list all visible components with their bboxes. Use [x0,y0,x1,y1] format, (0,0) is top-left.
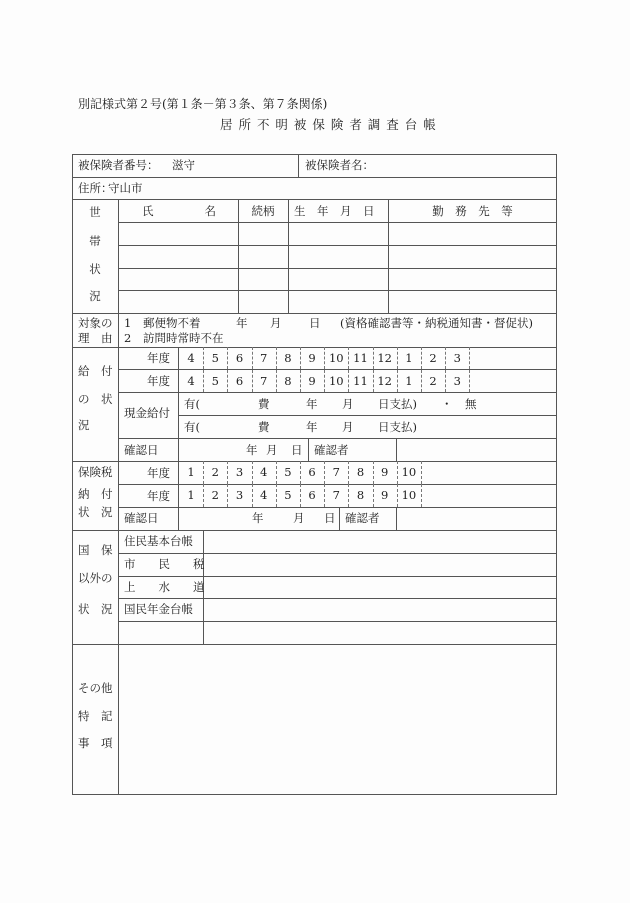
insured-number-label: 被保険者番号： [78,158,159,172]
benefits-month-1-1[interactable]: 1 [405,351,413,365]
tax-period-1-9[interactable]: 9 [381,465,389,479]
benefits-year-label-2: 年度 [147,374,170,388]
tax-confirm-month: 月 [293,511,305,525]
reason-1-day: 日 [309,316,321,330]
cash-1-fee: 費 [258,397,270,411]
form-reference: 別記様式第２号(第１条－第３条、第７条関係) [78,97,328,111]
benefits-month-1-12[interactable]: 12 [377,351,392,365]
other-field-water[interactable] [204,577,556,598]
other-field-extra[interactable] [204,622,556,644]
reason-1-number: 1 [124,316,132,330]
benefits-month-2-9[interactable]: 9 [308,374,316,388]
other-status-label-2: 以外の [78,571,113,585]
reason-label-1: 対象の [78,316,113,330]
dashed-divider [421,461,422,484]
dashed-divider [469,347,470,369]
tax-confirmer-label: 確認者 [345,511,380,525]
reason-label-2: 理 由 [78,331,113,345]
benefits-month-1-10[interactable]: 10 [328,351,344,365]
benefits-month-2-3[interactable]: 3 [453,374,461,388]
tax-label-2: 納 付 [78,487,113,501]
tax-year-label-2: 年度 [147,489,170,503]
tax-period-1-2[interactable]: 2 [211,465,219,479]
reason-1-text[interactable]: 郵便物不着 [143,316,201,330]
benefits-month-2-1[interactable]: 1 [405,374,413,388]
benefits-month-1-4[interactable]: 4 [187,351,195,365]
cash-1-day-paid: 日支払) [378,397,417,411]
tax-period-2-6[interactable]: 6 [308,488,316,502]
benefits-confirm-day: 日 [291,443,303,457]
household-row-4[interactable] [119,291,556,313]
tax-period-2-10[interactable]: 10 [401,488,417,502]
cash-1-separator: ・ [441,397,453,411]
benefits-month-1-8[interactable]: 8 [284,351,292,365]
tax-period-2-5[interactable]: 5 [284,488,292,502]
tax-confirm-date-label: 確認日 [124,511,159,525]
cash-benefit-label: 現金給付 [124,406,170,420]
remarks-label-2: 特 記 [78,709,113,723]
tax-confirm-day: 日 [324,511,336,525]
benefits-month-2-6[interactable]: 6 [235,374,244,388]
tax-period-1-5[interactable]: 5 [284,465,292,479]
cash-2-month: 月 [342,420,354,434]
tax-period-1-6[interactable]: 6 [308,465,316,479]
benefits-month-1-5[interactable]: 5 [211,351,219,365]
cash-2-fee: 費 [258,420,270,434]
address-label: 住所： [78,181,113,195]
household-label-1: 世 [89,205,101,219]
cash-1-none[interactable]: 無 [465,397,477,411]
reason-1-note: (資格確認書等・納税通知書・督促状) [340,316,533,330]
other-row-national-pension: 国民年金台帳 [124,602,193,616]
tax-year-label-1: 年度 [147,466,170,480]
tax-period-2-7[interactable]: 7 [332,488,340,502]
household-row-3[interactable] [119,269,556,290]
benefits-confirm-date-label: 確認日 [124,443,159,457]
page-title: 居 所 不 明 被 保 険 者 調 査 台 帳 [220,117,437,132]
benefits-confirmer-field[interactable] [397,439,556,460]
tax-period-2-9[interactable]: 9 [381,488,389,502]
tax-confirmer-field[interactable] [397,508,556,529]
dashed-divider [469,370,470,392]
household-label-3: 状 [89,262,101,276]
benefits-month-2-10[interactable]: 10 [328,374,344,388]
dashed-divider [421,484,422,507]
tax-period-1-8[interactable]: 8 [356,465,365,479]
tax-period-2-4[interactable]: 4 [260,488,268,502]
benefits-month-1-11[interactable]: 11 [353,351,368,365]
cash-2-yes[interactable]: 有( [184,420,200,434]
tax-confirm-year: 年 [252,511,264,525]
tax-period-2-1[interactable]: 1 [187,488,195,502]
reason-2-text[interactable]: 訪問時常時不在 [143,331,224,345]
reason-1-year: 年 [236,316,248,330]
cash-1-month: 月 [342,397,354,411]
benefits-month-1-7[interactable]: 7 [260,351,268,365]
col-relation: 続柄 [251,204,275,218]
household-label-4: 況 [89,289,101,303]
remarks-field[interactable] [119,645,556,794]
reason-2-number: 2 [124,331,132,345]
tax-period-1-10[interactable]: 10 [401,465,417,479]
benefits-confirm-year: 年 [246,443,258,457]
other-status-label-3: 状 況 [78,602,113,616]
tax-label-3: 状 況 [78,505,113,519]
remarks-label-1: その他 [78,681,113,695]
cash-2-year: 年 [306,420,318,434]
tax-period-2-3[interactable]: 3 [235,488,244,502]
other-field-city-tax[interactable] [204,554,556,576]
other-field-resident-registry[interactable] [204,531,556,553]
tax-period-1-3[interactable]: 3 [235,465,244,479]
insured-number-value[interactable]: 滋守 [172,158,195,172]
benefits-month-2-5[interactable]: 5 [211,374,219,388]
benefits-confirm-month: 月 [266,443,278,457]
other-row-city-tax: 市 民 税 [124,557,205,571]
remarks-label-3: 事 項 [78,736,113,750]
benefits-month-1-2[interactable]: 2 [429,351,437,365]
benefits-month-1-9[interactable]: 9 [308,351,316,365]
cash-2-day-paid: 日支払) [378,420,417,434]
household-row-1[interactable] [119,223,556,245]
cash-1-year: 年 [306,397,318,411]
other-status-label-1: 国 保 [78,543,113,557]
col-name: 氏 名 [142,204,217,218]
benefits-month-1-6[interactable]: 6 [235,351,244,365]
col-workplace: 勤 務 先 等 [432,204,513,218]
benefits-month-1-3[interactable]: 3 [453,351,461,365]
benefits-month-2-8[interactable]: 8 [284,374,292,388]
benefits-month-2-12[interactable]: 12 [377,374,392,388]
tax-period-2-8[interactable]: 8 [356,488,365,502]
benefits-month-2-11[interactable]: 11 [353,374,368,388]
other-field-national-pension[interactable] [204,599,556,621]
benefits-label-3: 況 [78,418,90,432]
other-row-water: 上 水 道 [124,580,205,594]
col-birthdate: 生 年 月 日 [294,204,375,218]
household-row-2[interactable] [119,246,556,268]
benefits-year-label-1: 年度 [147,351,170,365]
tax-period-2-2[interactable]: 2 [211,488,219,502]
tax-label-1: 保険税 [78,465,113,479]
tax-period-1-1[interactable]: 1 [187,465,195,479]
other-row-resident-registry: 住民基本台帳 [124,534,193,548]
benefits-label-2: の 状 [78,392,113,406]
cash-1-yes[interactable]: 有( [184,397,200,411]
address-value[interactable]: 守山市 [108,181,143,195]
benefits-confirmer-label: 確認者 [314,443,349,457]
benefits-label-1: 給 付 [78,364,113,378]
tax-period-1-4[interactable]: 4 [260,465,268,479]
benefits-month-2-7[interactable]: 7 [260,374,268,388]
insured-name-label: 被保険者名： [305,158,374,172]
tax-period-1-7[interactable]: 7 [332,465,340,479]
reason-1-month: 月 [270,316,282,330]
benefits-month-2-4[interactable]: 4 [187,374,195,388]
benefits-month-2-2[interactable]: 2 [429,374,437,388]
household-label-2: 帯 [89,234,101,248]
